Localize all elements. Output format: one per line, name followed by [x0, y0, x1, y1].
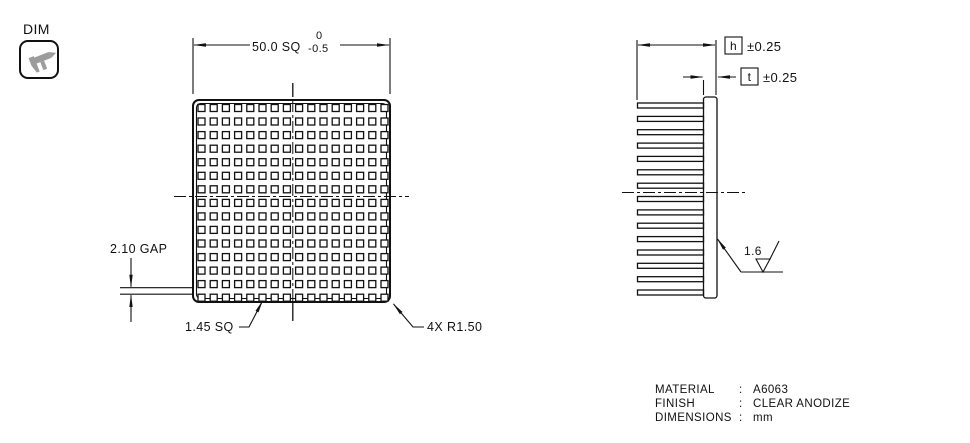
roughness-symbol-leg — [770, 241, 779, 259]
pin — [283, 213, 290, 220]
pin — [247, 281, 254, 288]
pin — [381, 118, 388, 125]
pin — [308, 254, 315, 261]
pin — [247, 226, 254, 233]
pin — [308, 159, 315, 166]
pin — [344, 240, 351, 247]
pin — [210, 294, 217, 301]
pin — [210, 118, 217, 125]
dim-radius-text: 4X R1.50 — [427, 320, 483, 334]
pin — [235, 294, 242, 301]
fin — [638, 197, 704, 202]
pin — [235, 118, 242, 125]
note-value: A6063 — [753, 384, 789, 396]
fin — [638, 210, 704, 215]
pin — [271, 254, 278, 261]
pin — [247, 105, 254, 112]
roughness-value: 1.6 — [744, 244, 762, 258]
pin — [210, 254, 217, 261]
pin — [320, 105, 327, 112]
pin — [235, 186, 242, 193]
pin — [247, 294, 254, 301]
pin — [271, 213, 278, 220]
pin — [222, 226, 229, 233]
fin — [638, 170, 704, 175]
pin — [308, 132, 315, 139]
pin — [271, 159, 278, 166]
pin — [222, 105, 229, 112]
pin — [283, 254, 290, 261]
pin — [198, 254, 205, 261]
pin — [320, 132, 327, 139]
pin — [210, 159, 217, 166]
note-value: CLEAR ANODIZE — [753, 398, 851, 410]
pin — [235, 159, 242, 166]
pin — [320, 199, 327, 206]
t-tolerance: ±0.25 — [763, 70, 798, 85]
pin — [210, 105, 217, 112]
pin — [381, 254, 388, 261]
pin — [344, 267, 351, 274]
pin — [222, 199, 229, 206]
pin — [247, 159, 254, 166]
leader-pin-size — [185, 301, 263, 334]
pin — [320, 226, 327, 233]
pin — [369, 294, 376, 301]
pin — [283, 267, 290, 274]
pin — [283, 118, 290, 125]
pin — [308, 105, 315, 112]
pin — [210, 240, 217, 247]
pin — [369, 267, 376, 274]
roughness-leader — [718, 239, 742, 272]
pin — [247, 199, 254, 206]
pin — [198, 105, 205, 112]
fin — [638, 250, 704, 255]
pin — [259, 213, 266, 220]
pin — [344, 159, 351, 166]
pin — [344, 213, 351, 220]
pin — [369, 186, 376, 193]
pin — [296, 213, 303, 220]
pin — [381, 105, 388, 112]
pin — [222, 281, 229, 288]
pin — [344, 132, 351, 139]
pin — [381, 186, 388, 193]
pin — [308, 226, 315, 233]
note-value: mm — [753, 412, 773, 424]
pin — [235, 105, 242, 112]
pin — [235, 213, 242, 220]
fin — [638, 290, 704, 295]
side-view — [622, 97, 748, 298]
tolerance-lower: -0.5 — [308, 43, 329, 55]
pin — [235, 199, 242, 206]
roughness-symbol — [756, 259, 770, 272]
pin — [247, 132, 254, 139]
pin — [198, 172, 205, 179]
dim-badge — [20, 21, 60, 78]
pin — [381, 267, 388, 274]
pin — [235, 132, 242, 139]
pin — [235, 172, 242, 179]
pin — [357, 145, 364, 152]
pin — [259, 294, 266, 301]
pin — [210, 281, 217, 288]
pin — [308, 267, 315, 274]
pin — [235, 281, 242, 288]
pin — [296, 267, 303, 274]
pin — [259, 226, 266, 233]
pin — [247, 118, 254, 125]
pin — [210, 172, 217, 179]
pin — [296, 226, 303, 233]
pin — [198, 281, 205, 288]
pin — [283, 226, 290, 233]
pin — [381, 294, 388, 301]
pin — [308, 172, 315, 179]
pin — [271, 105, 278, 112]
pin — [198, 267, 205, 274]
pin — [357, 118, 364, 125]
pin — [222, 254, 229, 261]
fin — [638, 130, 704, 135]
pin — [320, 172, 327, 179]
pin — [198, 132, 205, 139]
pin — [357, 172, 364, 179]
pin — [357, 186, 364, 193]
pin — [271, 267, 278, 274]
pin — [198, 186, 205, 193]
pin — [210, 213, 217, 220]
dim-height — [637, 37, 781, 100]
pin — [296, 254, 303, 261]
pin — [332, 213, 339, 220]
tolerance-upper: 0 — [316, 30, 323, 42]
pin — [259, 105, 266, 112]
pin — [247, 240, 254, 247]
note-row — [655, 398, 850, 410]
pin — [381, 145, 388, 152]
pin — [296, 145, 303, 152]
fin — [638, 143, 704, 148]
t-symbol: t — [747, 70, 752, 84]
pin — [222, 145, 229, 152]
note-label: DIMENSIONS — [655, 412, 732, 424]
radius-leader-line — [394, 304, 425, 327]
pin — [332, 240, 339, 247]
note-separator: : — [739, 412, 743, 424]
h-tolerance: ±0.25 — [747, 39, 782, 54]
dim-50sq-text: 50.0 SQ — [252, 40, 301, 54]
pin — [296, 159, 303, 166]
pin — [283, 186, 290, 193]
pin — [247, 254, 254, 261]
pin — [369, 254, 376, 261]
pin — [344, 199, 351, 206]
pin — [259, 172, 266, 179]
pin — [210, 145, 217, 152]
pin — [332, 281, 339, 288]
note-label: FINISH — [655, 398, 696, 410]
note-row — [655, 412, 773, 424]
pin — [198, 118, 205, 125]
pin — [259, 118, 266, 125]
pin — [296, 105, 303, 112]
pin — [357, 199, 364, 206]
pin — [247, 267, 254, 274]
pin — [381, 281, 388, 288]
dim-thickness — [683, 68, 797, 95]
pin — [357, 281, 364, 288]
pin — [222, 213, 229, 220]
pin — [198, 199, 205, 206]
pin — [222, 240, 229, 247]
pin — [381, 199, 388, 206]
dim-gap — [110, 242, 194, 322]
pin — [271, 294, 278, 301]
pin — [259, 145, 266, 152]
pin — [283, 281, 290, 288]
leader-corner-radius — [394, 304, 483, 334]
pin — [308, 281, 315, 288]
pin — [271, 145, 278, 152]
pin — [198, 226, 205, 233]
pin — [296, 186, 303, 193]
pin — [357, 267, 364, 274]
pin — [332, 105, 339, 112]
pin — [259, 240, 266, 247]
caliper-icon — [29, 48, 61, 73]
pin — [320, 186, 327, 193]
pin — [283, 240, 290, 247]
pin — [283, 199, 290, 206]
pin — [381, 172, 388, 179]
fin — [638, 103, 704, 108]
pin — [271, 132, 278, 139]
base-plate — [704, 97, 718, 298]
fin — [638, 116, 704, 121]
pin — [259, 186, 266, 193]
pin — [222, 132, 229, 139]
pin — [271, 240, 278, 247]
pin — [296, 199, 303, 206]
pin — [369, 159, 376, 166]
pin — [320, 294, 327, 301]
pin — [198, 213, 205, 220]
pin — [198, 294, 205, 301]
fin — [638, 277, 704, 282]
pin — [283, 294, 290, 301]
pin — [235, 267, 242, 274]
pin — [381, 240, 388, 247]
pin — [308, 145, 315, 152]
pin — [283, 159, 290, 166]
pin — [259, 267, 266, 274]
pin — [369, 281, 376, 288]
pin — [210, 186, 217, 193]
note-separator: : — [739, 384, 743, 396]
pin — [332, 145, 339, 152]
pin — [369, 213, 376, 220]
pin — [320, 145, 327, 152]
pin — [332, 172, 339, 179]
pin — [357, 132, 364, 139]
pin — [369, 145, 376, 152]
pin — [320, 240, 327, 247]
pin — [210, 267, 217, 274]
pin — [320, 254, 327, 261]
pin — [381, 159, 388, 166]
pin — [247, 172, 254, 179]
pin — [296, 294, 303, 301]
pin — [344, 172, 351, 179]
pin — [259, 199, 266, 206]
pin — [332, 159, 339, 166]
pin — [198, 159, 205, 166]
pin — [369, 105, 376, 112]
pin — [357, 105, 364, 112]
pin — [308, 294, 315, 301]
pin — [332, 118, 339, 125]
pin — [344, 118, 351, 125]
fin — [638, 183, 704, 188]
pin — [332, 254, 339, 261]
pin — [308, 213, 315, 220]
pin — [308, 240, 315, 247]
pin — [296, 132, 303, 139]
pin — [247, 213, 254, 220]
surface-finish — [718, 239, 784, 272]
dim-pin-text: 1.45 SQ — [185, 320, 234, 334]
pin — [222, 267, 229, 274]
dim-50sq — [193, 30, 390, 94]
pin — [222, 186, 229, 193]
pin — [344, 186, 351, 193]
pin — [381, 132, 388, 139]
pin — [235, 226, 242, 233]
pin — [381, 213, 388, 220]
pin — [235, 145, 242, 152]
pin — [308, 199, 315, 206]
pin — [344, 105, 351, 112]
pin — [247, 186, 254, 193]
fin — [638, 156, 704, 161]
pin — [296, 172, 303, 179]
pin — [332, 294, 339, 301]
pin — [381, 226, 388, 233]
pin — [344, 294, 351, 301]
pin — [332, 199, 339, 206]
fin — [638, 223, 704, 228]
pin — [332, 267, 339, 274]
pin — [357, 159, 364, 166]
pin — [308, 186, 315, 193]
pin — [247, 145, 254, 152]
pin — [320, 159, 327, 166]
pin — [320, 118, 327, 125]
pin — [332, 186, 339, 193]
pin-leader-line — [239, 301, 263, 327]
top-view — [174, 83, 409, 321]
dim-gap-text: 2.10 GAP — [110, 242, 168, 256]
pin — [259, 132, 266, 139]
note-separator: : — [739, 398, 743, 410]
pin — [369, 199, 376, 206]
dim-label: DIM — [23, 21, 50, 37]
pin — [357, 226, 364, 233]
pin — [198, 240, 205, 247]
pin — [222, 159, 229, 166]
fin — [638, 237, 704, 242]
pin — [271, 226, 278, 233]
pin — [271, 186, 278, 193]
pin — [344, 281, 351, 288]
pin — [259, 159, 266, 166]
pin — [320, 213, 327, 220]
notes-block — [655, 384, 850, 424]
pin — [235, 240, 242, 247]
pin — [332, 226, 339, 233]
pin — [283, 145, 290, 152]
pin — [271, 118, 278, 125]
pin — [308, 118, 315, 125]
pin — [357, 240, 364, 247]
pin — [344, 254, 351, 261]
pin — [235, 254, 242, 261]
pin — [344, 226, 351, 233]
pin — [320, 281, 327, 288]
pin — [259, 281, 266, 288]
pin — [283, 105, 290, 112]
pin — [320, 267, 327, 274]
pin — [283, 132, 290, 139]
pin — [198, 145, 205, 152]
pin — [369, 226, 376, 233]
pin — [296, 240, 303, 247]
pin — [369, 132, 376, 139]
pin — [283, 172, 290, 179]
pin — [296, 281, 303, 288]
pin — [271, 281, 278, 288]
pin — [332, 132, 339, 139]
pin — [296, 118, 303, 125]
pin — [210, 199, 217, 206]
note-row — [655, 384, 788, 396]
pin — [357, 254, 364, 261]
fin-stack — [638, 103, 704, 295]
pin — [344, 145, 351, 152]
pin — [222, 118, 229, 125]
pin — [357, 213, 364, 220]
pin — [210, 226, 217, 233]
pin — [357, 294, 364, 301]
pin — [369, 240, 376, 247]
fin — [638, 263, 704, 268]
pin — [271, 199, 278, 206]
pin — [222, 294, 229, 301]
pin — [222, 172, 229, 179]
note-label: MATERIAL — [655, 384, 715, 396]
pin — [369, 118, 376, 125]
pin — [210, 132, 217, 139]
pin — [271, 172, 278, 179]
h-symbol: h — [729, 39, 738, 53]
pin — [259, 254, 266, 261]
pin — [369, 172, 376, 179]
